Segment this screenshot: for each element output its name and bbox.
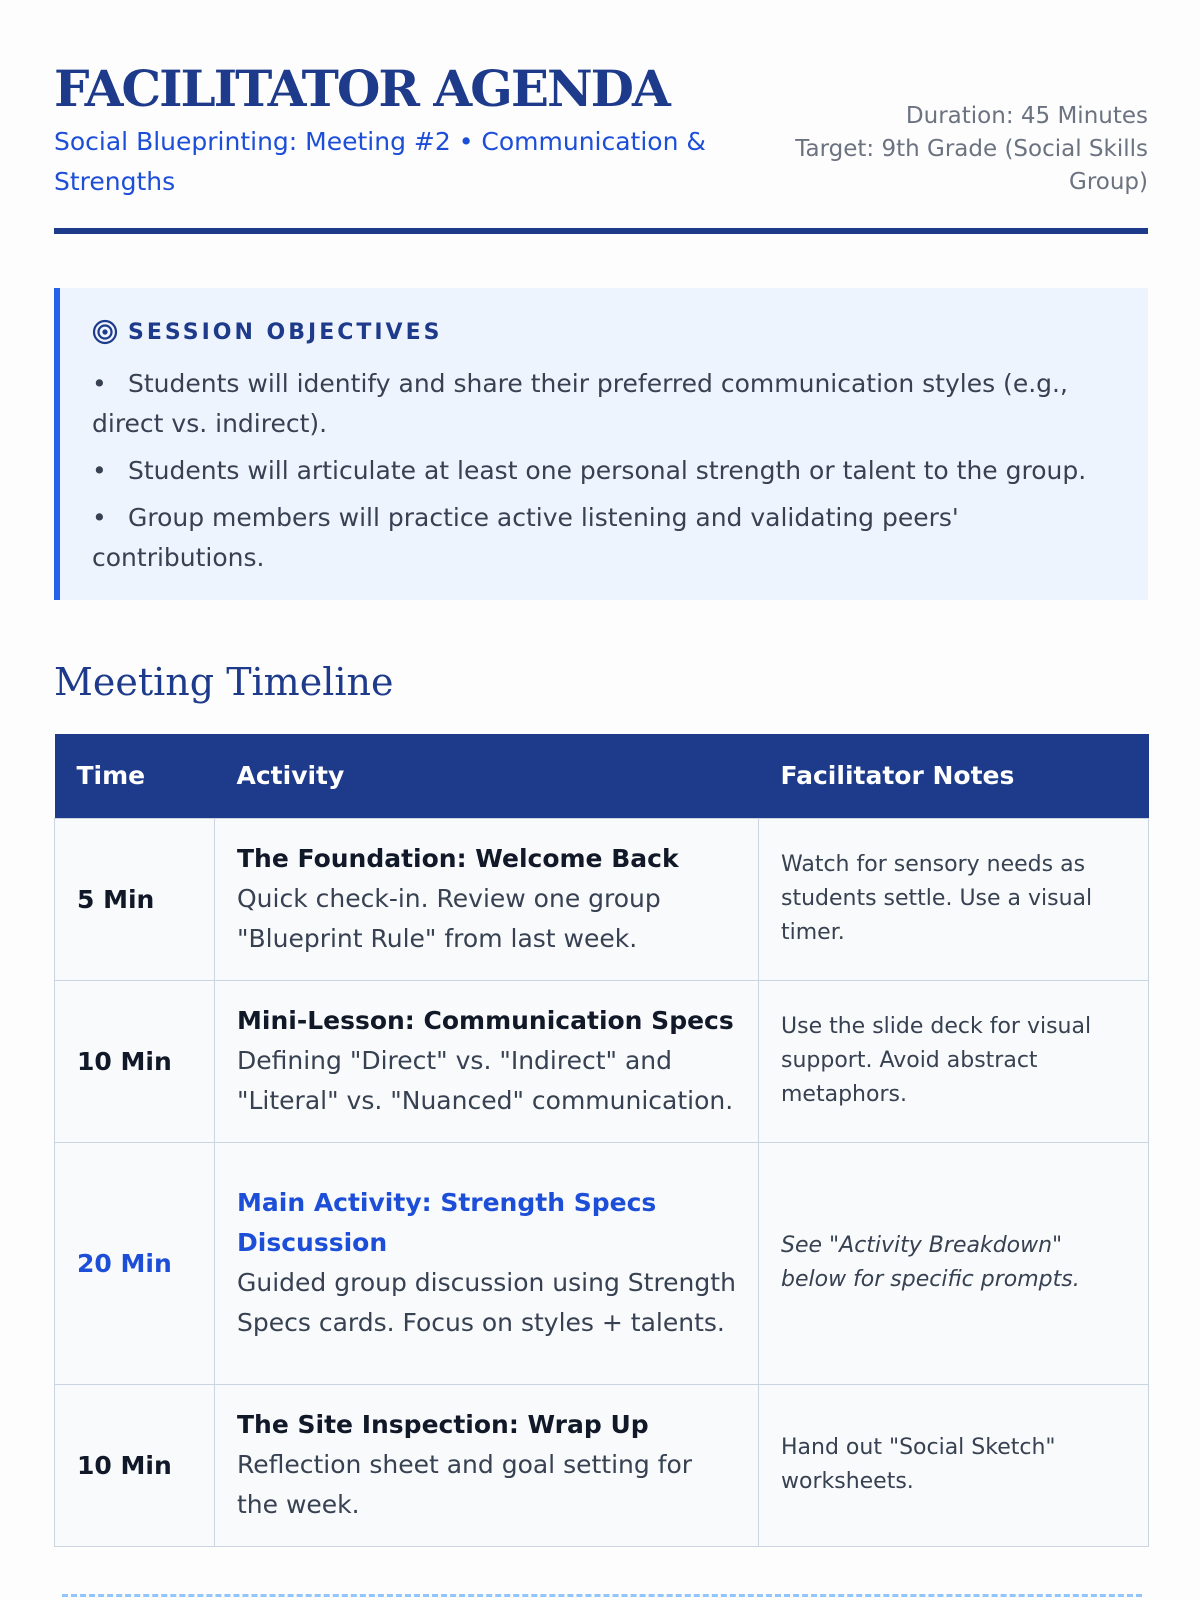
activity-description: Quick check-in. Review one group "Blueprint Rule" from last week. (237, 884, 661, 953)
column-header-time: Time (55, 734, 215, 818)
activity-description: Reflection sheet and goal setting for the week. (237, 1450, 693, 1519)
table-row (55, 818, 1149, 980)
timeline-table (54, 734, 1149, 1547)
section-divider (62, 1594, 1142, 1597)
target-icon (92, 319, 118, 345)
table-row (55, 1384, 1149, 1546)
activity-title: The Site Inspection: Wrap Up (237, 1410, 649, 1439)
activity-description: Defining "Direct" vs. "Indirect" and "Literal" vs. "Nuanced" communication. (237, 1046, 734, 1115)
objectives-heading: SESSION OBJECTIVES (128, 319, 443, 345)
time-cell: 5 Min (55, 818, 215, 980)
time-cell: 10 Min (55, 1384, 215, 1546)
objective-item: • Group members will practice active listening and validating peers' contributions. (92, 503, 959, 572)
activity-title: Main Activity: Strength Specs Discussion (237, 1188, 657, 1257)
activity-cell (215, 1384, 759, 1546)
agenda-header (54, 58, 1148, 234)
activity-description: Guided group discussion using Strength Specs cards. Focus on styles + talents. (237, 1268, 736, 1337)
column-header-notes: Facilitator Notes (759, 734, 1149, 818)
page-subtitle: Social Blueprinting: Meeting #2 • Communication & Strengths (54, 127, 706, 196)
objectives-list (92, 364, 1118, 578)
page-title: FACILITATOR AGENDA (54, 59, 669, 118)
duration-text: Duration: 45 Minutes (905, 103, 1148, 129)
notes-cell: Use the slide deck for visual support. Avoid abstract metaphors. (759, 980, 1149, 1142)
objective-item: • Students will identify and share their preferred communication styles (e.g., direct vs. indirect). (92, 369, 1068, 438)
activity-title: The Foundation: Welcome Back (237, 844, 679, 873)
time-cell: 10 Min (55, 980, 215, 1142)
notes-cell: Hand out "Social Sketch" worksheets. (759, 1384, 1149, 1546)
table-header-row (55, 734, 1149, 818)
table-row-highlighted (55, 1142, 1149, 1384)
activity-cell (215, 818, 759, 980)
activity-cell (215, 1142, 759, 1384)
activity-cell (215, 980, 759, 1142)
session-objectives-panel (54, 288, 1148, 600)
table-row (55, 980, 1149, 1142)
objectives-header (92, 314, 1118, 350)
objective-item: • Students will articulate at least one personal strength or talent to the group. (92, 456, 1087, 485)
target-text: Target: 9th Grade (Social Skills Group) (795, 136, 1148, 195)
notes-cell: Watch for sensory needs as students settle. Use a visual timer. (759, 818, 1149, 980)
timeline-heading: Meeting Timeline (54, 660, 394, 704)
column-header-activity: Activity (215, 734, 759, 818)
time-cell: 20 Min (55, 1142, 215, 1384)
activity-title: Mini-Lesson: Communication Specs (237, 1006, 734, 1035)
session-meta (768, 100, 1148, 199)
notes-cell: See "Activity Breakdown" below for specific prompts. (759, 1142, 1149, 1384)
